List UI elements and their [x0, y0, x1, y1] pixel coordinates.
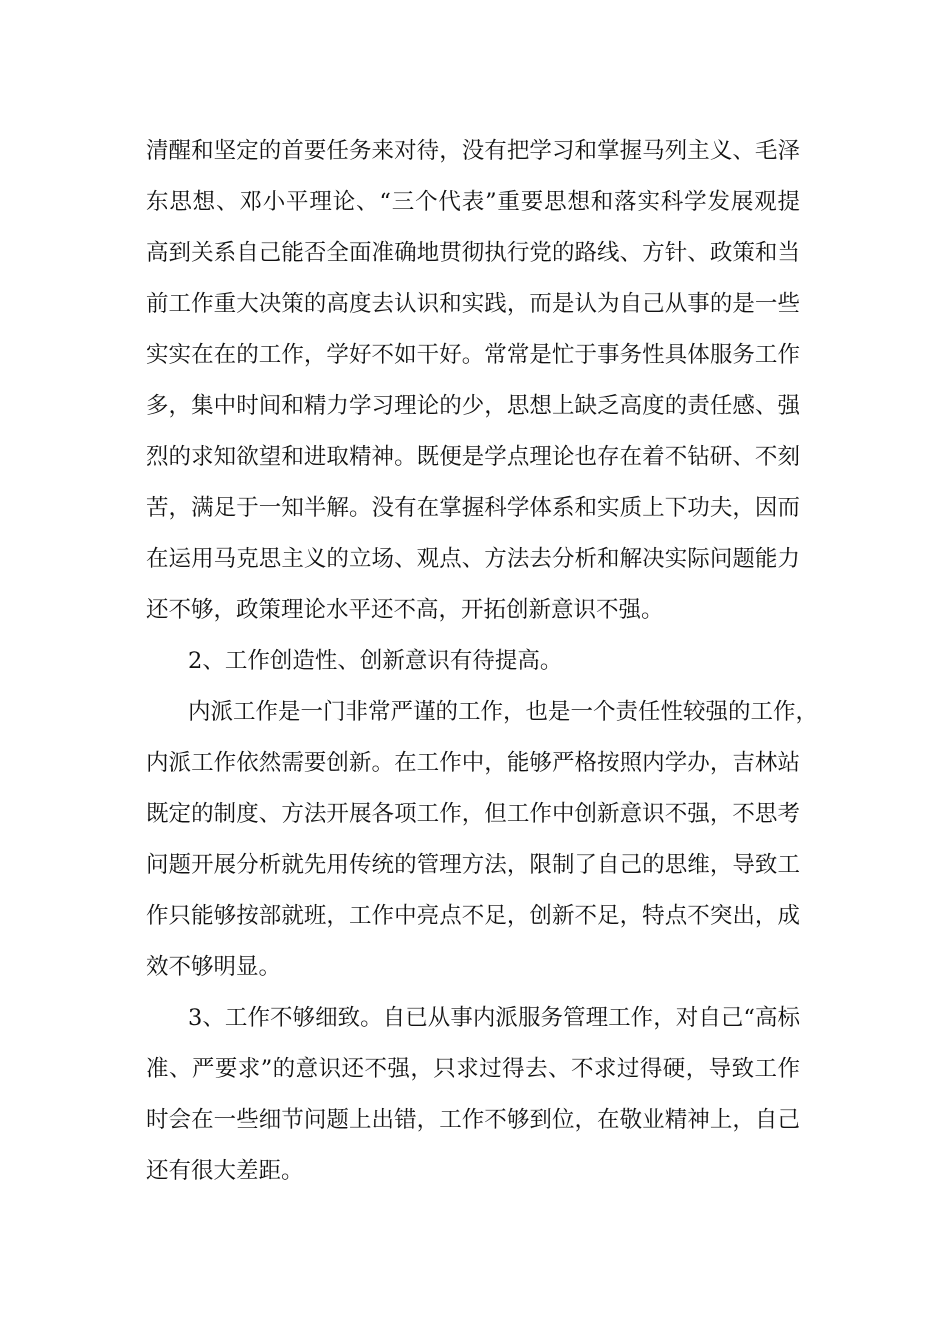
- text-line: 烈的求知欲望和进取精神。既便是学点理论也存在着不钻研、不刻: [146, 444, 800, 470]
- text-line: 在运用马克思主义的立场、观点、方法去分析和解决实际问题能力: [146, 546, 800, 572]
- text-line: 清醒和坚定的首要任务来对待，没有把学习和掌握马列主义、毛泽: [146, 138, 800, 164]
- text-line: 准、严要求”的意识还不强，只求过得去、不求过得硬，导致工作: [146, 1056, 800, 1082]
- text-line: 多，集中时间和精力学习理论的少，思想上缺乏高度的责任感、强: [146, 393, 800, 419]
- text-line: 还不够，政策理论水平还不高，开拓创新意识不强。: [146, 597, 664, 623]
- document-body: [146, 126, 819, 1197]
- text-line: 效不够明显。: [146, 954, 282, 980]
- text-line: 作只能够按部就班，工作中亮点不足，创新不足，特点不突出，成: [146, 903, 800, 929]
- text-line: 3、工作不够细致。自已从事内派服务管理工作，对自己“高标: [188, 1005, 800, 1031]
- paragraph-innovation: [146, 687, 819, 993]
- text-line: 内派工作是一门非常严谨的工作，也是一个责任性较强的工作，: [188, 699, 819, 725]
- heading-creativity: [146, 636, 800, 687]
- text-line: 苦，满足于一知半解。没有在掌握科学体系和实质上下功夫，因而: [146, 495, 800, 521]
- text-line: 东思想、邓小平理论、“三个代表”重要思想和落实科学发展观提: [146, 189, 800, 215]
- paragraph-detail: [146, 993, 800, 1197]
- text-line: 既定的制度、方法开展各项工作，但工作中创新意识不强，不思考: [146, 801, 800, 827]
- section-heading: 2、工作创造性、创新意识有待提高。: [188, 648, 563, 674]
- text-line: 实实在在的工作，学好不如干好。常常是忙于事务性具体服务工作: [146, 342, 800, 368]
- text-line: 高到关系自己能否全面准确地贯彻执行党的路线、方针、政策和当: [146, 240, 800, 266]
- text-line: 问题开展分析就先用传统的管理方法，限制了自己的思维，导致工: [146, 852, 800, 878]
- paragraph-theory-study: [146, 126, 800, 636]
- text-line: 时会在一些细节问题上出错，工作不够到位，在敬业精神上，自己: [146, 1107, 800, 1133]
- text-line: 前工作重大决策的高度去认识和实践，而是认为自己从事的是一些: [146, 291, 800, 317]
- text-line: 还有很大差距。: [146, 1158, 304, 1184]
- text-line: 内派工作依然需要创新。在工作中，能够严格按照内学办，吉林站: [146, 750, 800, 776]
